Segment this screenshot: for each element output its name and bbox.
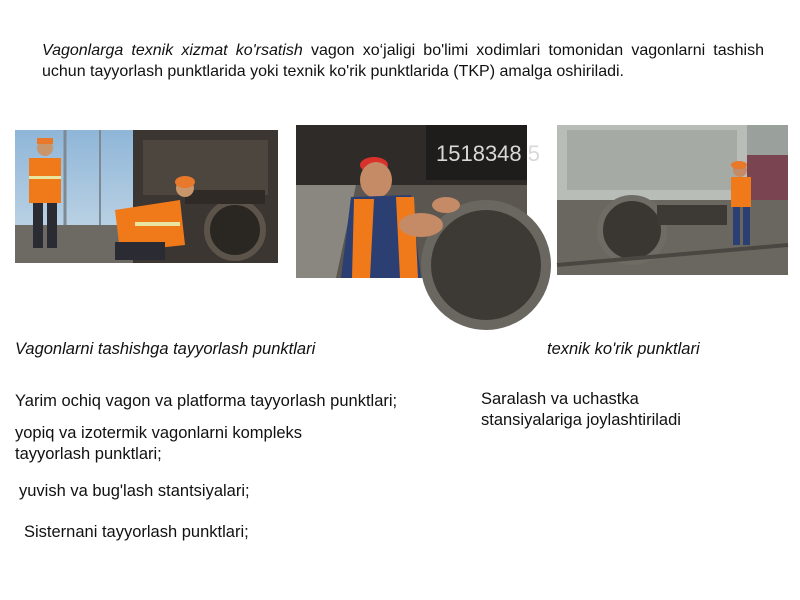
wagon-number-text: 1518348 5 bbox=[436, 141, 540, 166]
intro-rest: vagon xo‘jaligi bo'limi xodimlari tomonidan vagonlarni tashish uchun tayyorlash punktlarida yoki texnik ko'rik punktlarida (TKP) amalga oshiriladi. bbox=[42, 42, 764, 80]
railway-workers-inspecting-bogie-photo bbox=[15, 130, 278, 263]
heading-texnik-korik-punktlari: texnik ko'rik punktlari bbox=[547, 340, 700, 358]
heading-tayyorlash-punktlari: Vagonlarni tashishga tayyorlash punktlari bbox=[15, 340, 316, 358]
intro-paragraph bbox=[42, 41, 764, 82]
worker-beside-wagon-photo bbox=[557, 125, 788, 275]
list-item: Sisternani tayyorlash punktlari; bbox=[24, 523, 249, 541]
right-description: Saralash va uchastka stansiyalariga joylashtiriladi bbox=[481, 390, 681, 429]
list-item: yuvish va bug'lash stantsiyalari; bbox=[19, 482, 250, 500]
intro-italic-lead: Vagonlarga texnik xizmat ko'rsatish bbox=[42, 42, 303, 59]
list-item: yopiq va izotermik vagonlarni kompleks tayyorlash punktlari; bbox=[15, 424, 303, 463]
worker-inspecting-wheel-photo bbox=[296, 125, 540, 278]
list-item: Yarim ochiq vagon va platforma tayyorlash punktlari; bbox=[15, 392, 398, 410]
